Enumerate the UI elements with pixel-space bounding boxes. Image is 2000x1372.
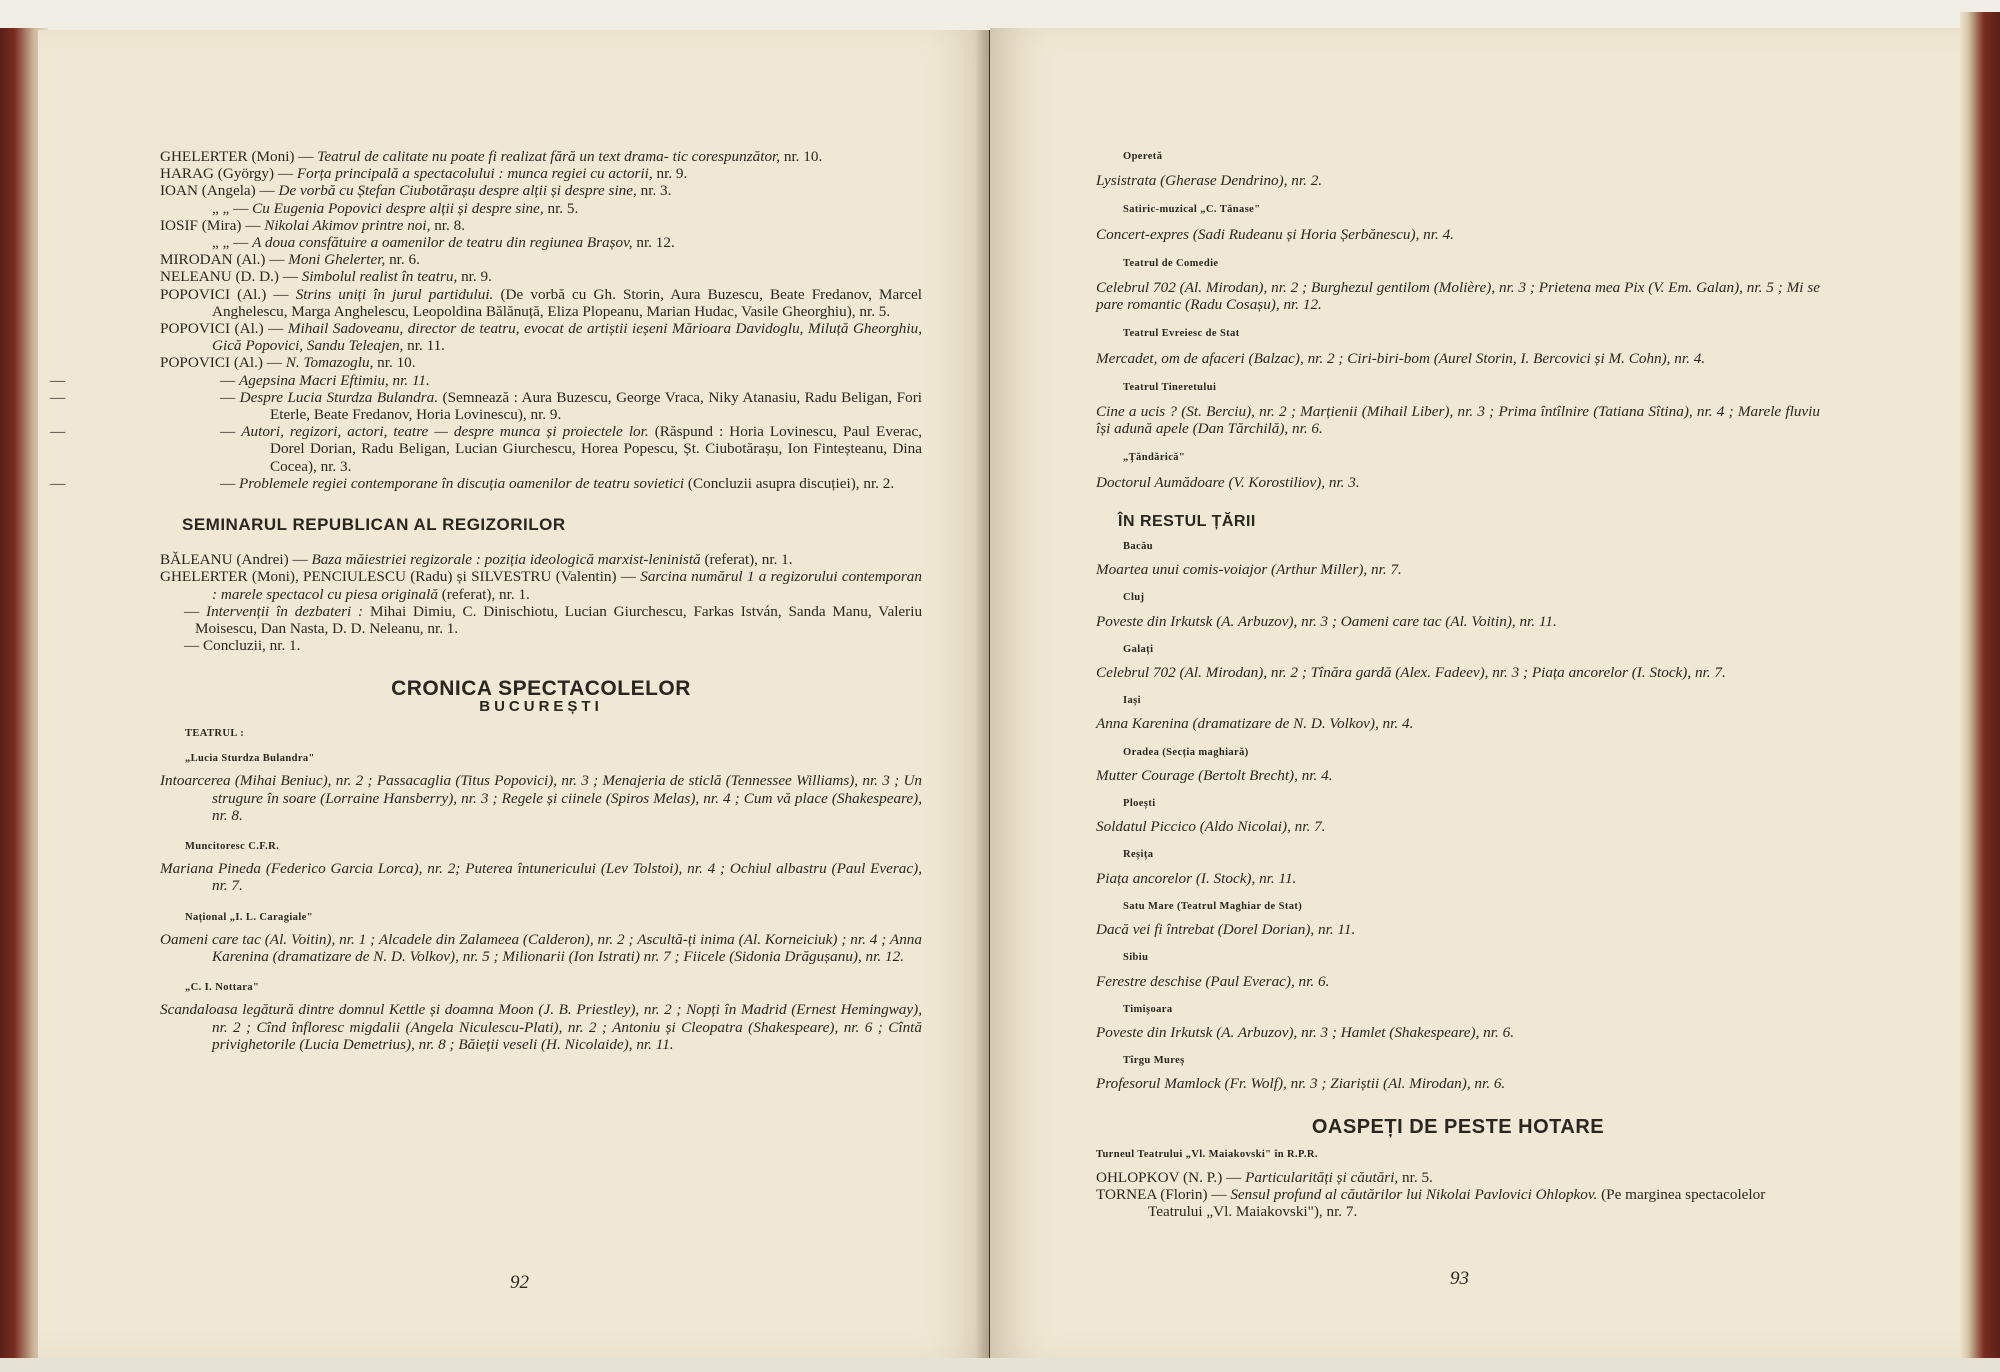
theatre-name: Satiric-muzical „C. Tănase"	[1123, 204, 1261, 216]
page-number: 93	[1450, 1268, 1469, 1289]
city-repertoire: Moartea unui comis-voiajor (Arthur Miller), nr. 7.	[1096, 561, 1402, 579]
seminar-heading: SEMINARUL REPUBLICAN AL REGIZORILOR	[182, 515, 566, 535]
city-repertoire: Piața ancorelor (I. Stock), nr. 11.	[1096, 869, 1297, 887]
city-repertoire: Anna Karenina (dramatizare de N. D. Volkov), nr. 4.	[1096, 715, 1414, 733]
city-repertoire: Profesorul Mamlock (Fr. Wolf), nr. 3 ; Ziariștii (Al. Mirodan), nr. 6.	[1096, 1075, 1506, 1093]
index-entry: GHELERTER (Moni) — Teatrul de calitate nu poate fi realizat fără un text drama- tic corespunzător, nr. 10.	[160, 148, 823, 165]
index-entry: OHLOPKOV (N. P.) — Particularități și căutări, nr. 5.	[1096, 1168, 1433, 1186]
city-name: Oradea (Secția maghiară)	[1123, 746, 1249, 758]
theatre-name: Teatrul Evreiesc de Stat	[1123, 328, 1240, 340]
theatre-repertoire: Mariana Pineda (Federico Garcia Lorca), nr. 2; Puterea întunericului (Lev Tolstoi), nr. 4 ; Ochiul albastru (Paul Everac), nr. 7.	[160, 860, 922, 895]
theatre-name: Național „I. L. Caragiale"	[185, 911, 313, 923]
index-entry: POPOVICI (Al.) — Strins uniți în jurul partidului. (De vorbă cu Gh. Storin, Aura Buzescu, Beate Fredanov, Marcel Anghelescu, Marga Anghelescu, Leopoldina Bălănuță, Eliza Plopeanu, Marian Hudac, Vasile Gheorghiu), nr. 5.	[160, 285, 923, 320]
index-entry: IOAN (Angela) — De vorbă cu Ștefan Ciubotărașu despre alții și despre sine, nr. 3.	[160, 182, 672, 200]
index-entry: MIRODAN (Al.) — Moni Ghelerter, nr. 6.	[160, 251, 420, 269]
city-repertoire: Soldatul Piccico (Aldo Nicolai), nr. 7.	[1096, 818, 1326, 836]
theatre-name: Operetă	[1123, 151, 1163, 162]
index-entry: — — Agepsina Macri Eftimiu, nr. 11.	[50, 371, 430, 389]
index-entry: HARAG (György) — Forța principală a spectacolului : munca regiei cu actorii, nr. 9.	[160, 165, 688, 183]
background-top	[0, 0, 2000, 30]
city-repertoire: Mutter Courage (Bertolt Brecht), nr. 4.	[1096, 766, 1333, 784]
index-entry: POPOVICI (Al.) — N. Tomazoglu, nr. 10.	[160, 354, 416, 372]
city-name: Cluj	[1123, 592, 1145, 604]
index-entry: — — Autori, regizori, actori, teatre — despre munca și proiectele lor. (Răspund : Horia Lovinescu, Paul Everac, Dorel Dorian, Radu Beligan, Lucian Giurchescu, Horea Popescu, Șt. Ciubotărașu, Ion Finteșteanu, Dina Cocea), nr. 3.	[50, 423, 923, 475]
city-name: Timișoara	[1123, 1003, 1173, 1015]
bucuresti-heading: BUCUREȘTI	[479, 697, 603, 715]
index-entry: „ „ — A doua consfătuire a oamenilor de teatru din regiunea Brașov, nr. 12.	[212, 234, 675, 252]
theatre-name: Teatrul Tineretului	[1123, 381, 1217, 393]
restul-heading: ÎN RESTUL ȚĂRII	[1118, 512, 1256, 530]
index-entry: BĂLEANU (Andrei) — Baza măiestriei regizorale : poziția ideologică marxist-leninistă (referat), nr. 1.	[160, 551, 793, 569]
city-name: Bacău	[1123, 541, 1154, 553]
city-name: Galați	[1123, 643, 1154, 655]
index-entry: POPOVICI (Al.) — Mihail Sadoveanu, director de teatru, evocat de artiștii ieșeni Mărioara Davidoglu, Miluță Gheorghiu, Gică Popovici, Sandu Teleajen, nr. 11.	[160, 320, 922, 355]
theatre-name: Muncitoresc C.F.R.	[185, 840, 280, 852]
theatre-name: Teatrul de Comedie	[1123, 257, 1219, 269]
right-page	[990, 28, 1960, 1358]
theatre-repertoire: Scandaloasa legătură dintre domnul Kettle și doamna Moon (J. B. Priestley), nr. 2 ; Nopți în Madrid (Ernest Hemingway), nr. 2 ; Cînd înfloresc migdalii (Angela Niculescu-Plati), nr. 2 ; Antoniu și Cleopatra (Shakespeare), nr. 6 ; Cîntă privighetorile (Lucia Demetrius), nr. 8 ; Băieții veseli (H. Nicolaide), nr. 11.	[160, 1001, 922, 1053]
index-entry: TORNEA (Florin) — Sensul profund al căutărilor lui Nikolai Pavlovici Ohlopkov. (Pe marginea spectacolelor Teatrului „Vl. Maiakovski"), nr. 7.	[1096, 1186, 1766, 1221]
city-repertoire: Celebrul 702 (Al. Mirodan), nr. 2 ; Tînăra gardă (Alex. Fadeev), nr. 3 ; Piața ancorelor (I. Stock), nr. 7.	[1096, 664, 1726, 682]
theatre-name: „Țăndărică"	[1123, 452, 1186, 464]
theatre-repertoire: Concert-expres (Sadi Rudeanu și Horia Șerbănescu), nr. 4.	[1096, 225, 1454, 243]
index-entry: — Concluzii, nr. 1.	[184, 637, 301, 655]
book-cover-right-edge	[1960, 12, 2000, 1362]
theatre-repertoire: Celebrul 702 (Al. Mirodan), nr. 2 ; Burghezul gentilom (Molière), nr. 3 ; Prietena mea Pix (V. Em. Galan), nr. 5 ; Mi se pare romantic (Radu Cosașu), nr. 12.	[1096, 279, 1820, 314]
oaspeti-heading: OASPEȚI DE PESTE HOTARE	[1311, 1115, 1605, 1138]
city-name: Ploești	[1123, 798, 1156, 810]
city-name: Sibiu	[1123, 952, 1149, 964]
city-repertoire: Poveste din Irkutsk (A. Arbuzov), nr. 3 ; Oameni care tac (Al. Voitin), nr. 11.	[1096, 612, 1557, 630]
city-name: Iași	[1123, 695, 1141, 707]
left-page-column	[50, 148, 923, 1053]
theatre-name: „Lucia Sturdza Bulandra"	[185, 753, 315, 765]
city-repertoire: Ferestre deschise (Paul Everac), nr. 6.	[1096, 972, 1330, 990]
left-page	[38, 30, 989, 1358]
city-name: Satu Mare (Teatrul Maghiar de Stat)	[1123, 900, 1303, 912]
index-entry: — Intervenții în dezbateri : Mihai Dimiu, C. Dinischiotu, Lucian Giurchescu, Farkas István, Sanda Manu, Valeriu Moisescu, Dan Nasta, D. D. Neleanu, nr. 1.	[184, 602, 923, 638]
theatre-repertoire: Mercadet, om de afaceri (Balzac), nr. 2 ; Ciri-biri-bom (Aurel Storin, I. Bercovici și M. Cohn), nr. 4.	[1096, 349, 1706, 367]
index-entry: — — Problemele regiei contemporane în discuția oamenilor de teatru sovietici (Concluzii asupra discuției), nr. 2.	[50, 474, 895, 492]
page-number: 92	[510, 1272, 529, 1293]
index-entry: NELEANU (D. D.) — Simbolul realist în teatru, nr. 9.	[160, 268, 492, 286]
background-bottom	[0, 1358, 2000, 1372]
city-name: Tîrgu Mureș	[1123, 1055, 1185, 1067]
index-entry: — — Despre Lucia Sturdza Bulandra. (Semnează : Aura Buzescu, George Vraca, Niky Atanasiu, Radu Beligan, Fori Eterle, Beate Fredanov, Horia Lovinescu), nr. 9.	[50, 388, 922, 424]
city-name: Reșița	[1123, 849, 1154, 861]
theatre-repertoire: Cine a ucis ? (St. Berciu), nr. 2 ; Marțienii (Mihail Liber), nr. 3 ; Prima întîlnire (Tatiana Sîtina), nr. 4 ; Marele fluviu își adună apele (Dan Tărchilă), nr. 6.	[1096, 403, 1820, 438]
city-repertoire: Poveste din Irkutsk (A. Arbuzov), nr. 3 ; Hamlet (Shakespeare), nr. 6.	[1096, 1023, 1514, 1041]
oaspeti-subheading: Turneul Teatrului „Vl. Maiakovski" în R.P.R.	[1096, 1148, 1318, 1160]
theatre-repertoire: Doctorul Aumădoare (V. Korostiliov), nr. 3.	[1096, 473, 1360, 491]
theatre-repertoire: Oameni care tac (Al. Voitin), nr. 1 ; Alcadele din Zalameea (Calderon), nr. 2 ; Ascultă-ți inima (Al. Korneiciuk) ; nr. 4 ; Anna Karenina (dramatizare de N. D. Volkov), nr. 5 ; Milionarii (Ion Istrati) nr. 7 ; Fiicele (Sidonia Drăgușanu), nr. 12.	[160, 930, 922, 965]
cronica-heading: CRONICA SPECTACOLELOR	[391, 677, 691, 701]
index-entry: „ „ — Cu Eugenia Popovici despre alții și despre sine, nr. 5.	[212, 199, 579, 217]
index-entry: GHELERTER (Moni), PENCIULESCU (Radu) și SILVESTRU (Valentin) — Sarcina numărul 1 a regizorului contemporan : marele spectacol cu piesa originală (referat), nr. 1.	[160, 568, 922, 603]
teatrul-label: TEATRUL :	[185, 727, 245, 739]
theatre-repertoire: Intoarcerea (Mihai Beniuc), nr. 2 ; Passacaglia (Titus Popovici), nr. 3 ; Menajeria de sticlă (Tennessee Williams), nr. 3 ; Un strugure în soare (Lorraine Hansberry), nr. 3 ; Regele și ciinele (Spiros Melas), nr. 4 ; Cum vă place (Shakespeare), nr. 8.	[160, 772, 922, 824]
right-page-column	[1096, 148, 1820, 1221]
theatre-name: „C. I. Nottara"	[185, 982, 260, 994]
index-entry: IOSIF (Mira) — Nikolai Akimov printre noi, nr. 8.	[160, 216, 466, 234]
city-repertoire: Dacă vei fi întrebat (Dorel Dorian), nr. 11.	[1096, 921, 1356, 939]
theatre-repertoire: Lysistrata (Gherase Dendrino), nr. 2.	[1096, 172, 1323, 190]
